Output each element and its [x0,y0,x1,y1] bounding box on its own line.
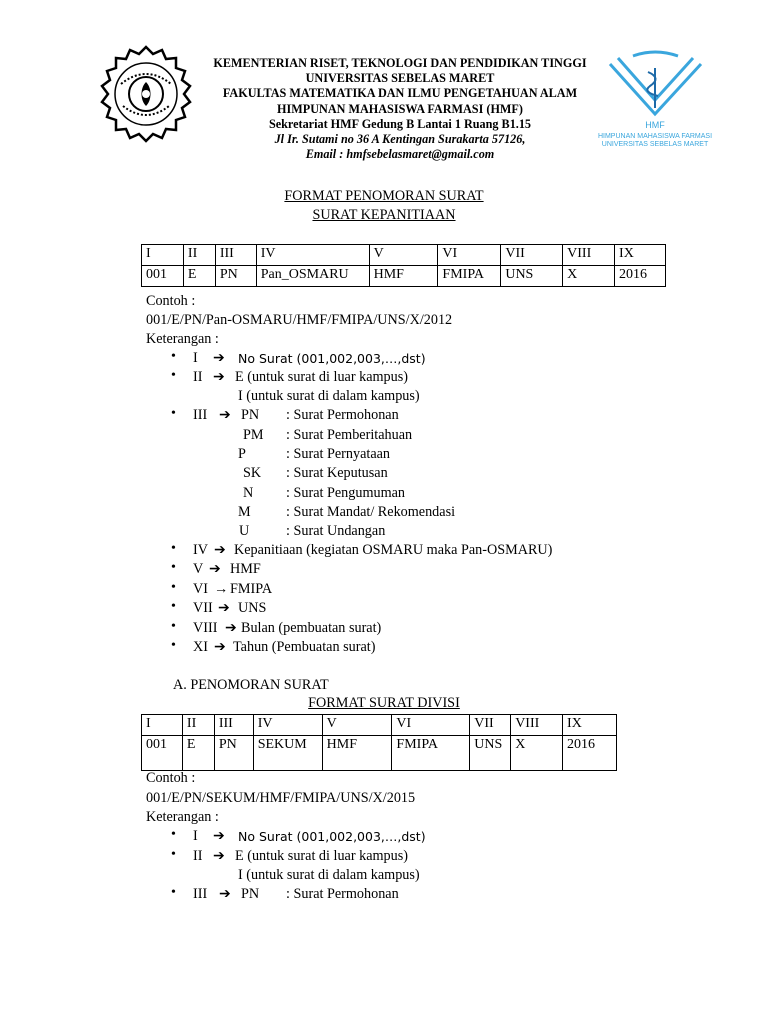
list-item-value: UNS [238,600,267,616]
bullet-icon: • [171,560,176,575]
table-cell: X [511,736,563,771]
arrow-icon: ➔ [219,407,231,423]
hmf-logo-acronym: HMF [645,120,665,130]
table-cell: 2016 [615,266,666,287]
bullet-icon: • [171,827,176,842]
letterhead-line: KEMENTERIAN RISET, TEKNOLOGI DAN PENDIDIKAN TINGGI [213,56,587,70]
arrow-icon: ➔ [225,620,237,636]
table-cell: FMIPA [392,736,470,771]
list-item-value: Tahun (Pembuatan surat) [233,639,376,655]
table-cell: VI [438,245,501,266]
table-row [142,736,617,771]
table-cell: E [182,736,214,771]
table-cell: III [214,715,253,736]
division-format-title: FORMAT SURAT DIVISI [308,695,460,711]
list-item-value: E (untuk surat di luar kampus) [235,369,408,385]
list-item-key: I [193,828,198,844]
format-table-divisi [141,714,617,771]
table-cell: UNS [470,736,511,771]
code-abbrev: N [243,485,254,501]
list-item-key: VII [193,600,213,616]
table-cell: III [215,245,256,266]
code-desc: : Surat Undangan [286,523,386,539]
letterhead-line: Sekretariat HMF Gedung B Lantai 1 Ruang B1.15 [268,116,532,131]
table-header-row [142,245,666,266]
hmf-logo-line2: UNIVERSITAS SEBELAS MARET [601,141,709,148]
table-cell: VIII [563,245,615,266]
bullet-icon: • [171,599,176,614]
table-cell: 2016 [563,736,617,771]
bullet-icon: • [171,580,176,595]
table-cell: IX [615,245,666,266]
bullet-icon: • [171,885,176,900]
table-cell: II [183,245,215,266]
table-cell: PN [215,266,256,287]
code-abbrev: PN [241,886,260,902]
table-cell: I [142,715,183,736]
contoh-value: 001/E/PN/Pan-OSMARU/HMF/FMIPA/UNS/X/2012 [146,312,453,328]
list-item-key: IV [193,542,208,558]
code-desc: : Surat Permohonan [286,407,399,423]
list-item-key: XI [193,639,208,655]
table-cell: X [563,266,615,287]
code-desc: : Surat Pengumuman [286,485,406,501]
bullet-icon: • [171,349,176,364]
keterangan-label: Keterangan : [146,331,219,347]
table-cell: VII [470,715,511,736]
code-desc: : Surat Keputusan [286,465,388,481]
list-item-value: FMIPA [230,581,273,597]
code-abbrev: PN [241,407,260,423]
table-cell: I [142,245,184,266]
table-cell: SEKUM [253,736,322,771]
table-cell: VII [501,245,563,266]
table-row [142,266,666,287]
table-cell: E [183,266,215,287]
list-item-key: V [193,561,204,577]
code-abbrev: M [238,504,251,520]
table-cell: V [369,245,438,266]
arrow-icon: ➔ [213,848,225,864]
letterhead-line: HIMPUNAN MAHASISWA FARMASI (HMF) [277,101,523,116]
letterhead-address: Jl Ir. Sutami no 36 A Kentingan Surakarta 57126, [274,132,526,147]
contoh-label: Contoh : [146,770,196,786]
table-cell: VI [392,715,470,736]
bullet-icon: • [171,541,176,556]
list-item-key: III [193,407,208,423]
list-item-value: Bulan (pembuatan surat) [241,620,382,636]
table-cell: HMF [322,736,392,771]
list-item-key: II [193,848,203,864]
list-item-key: VIII [193,620,218,636]
list-item-subvalue: I (untuk surat di dalam kampus) [238,867,420,883]
table-cell: VIII [511,715,563,736]
contoh-label: Contoh : [146,293,196,309]
format-table-kepanitiaan [141,244,666,287]
letterhead-email: Email : hmfsebelasmaret@gmail.com [305,147,495,162]
hmf-logo-line1: HIMPUNAN MAHASISWA FARMASI [598,133,713,140]
arrow-icon: ➔ [214,639,226,655]
arrow-icon: ➔ [218,600,230,616]
contoh-value: 001/E/PN/SEKUM/HMF/FMIPA/UNS/X/2015 [146,790,416,806]
letterhead-line: FAKULTAS MATEMATIKA DAN ILMU PENGETAHUAN ALAM [222,86,578,101]
table-header-row [142,715,617,736]
list-item-key: II [193,369,203,385]
list-item-value: E (untuk surat di luar kampus) [235,848,408,864]
table-cell: PN [214,736,253,771]
list-item-key: VI [193,581,208,597]
table-cell: Pan_OSMARU [256,266,369,287]
keterangan-label: Keterangan : [146,809,219,825]
table-cell: V [322,715,392,736]
code-desc: : Surat Pernyataan [286,446,391,462]
bullet-icon: • [171,638,176,653]
code-abbrev: PM [243,427,264,443]
arrow-icon: ➔ [219,886,231,902]
list-item-key: III [193,886,208,902]
university-seal-logo [96,44,196,144]
arrow-icon: ➔ [213,828,225,844]
format-subtitle: SURAT KEPANITIAAN [312,207,456,223]
arrow-icon: ➔ [213,350,225,366]
arrow-icon: ➔ [214,542,226,558]
bullet-icon: • [171,406,176,421]
code-desc: : Surat Mandat/ Rekomendasi [286,504,456,520]
table-cell: II [182,715,214,736]
table-cell: 001 [142,266,184,287]
list-item-key: I [193,350,198,366]
letterhead-line: UNIVERSITAS SEBELAS MARET [305,71,495,86]
code-desc: : Surat Permohonan [286,886,399,902]
table-cell: FMIPA [438,266,501,287]
format-title: FORMAT PENOMORAN SURAT [284,188,484,204]
thin-arrow-icon: → [214,581,229,597]
list-item-subvalue: I (untuk surat di dalam kampus) [238,388,420,404]
table-cell: IX [563,715,617,736]
list-item-value: HMF [230,561,261,577]
bullet-icon: • [171,368,176,383]
arrow-icon: ➔ [209,561,221,577]
code-abbrev: SK [243,465,262,481]
table-cell: HMF [369,266,438,287]
arrow-icon: ➔ [213,369,225,385]
code-desc: : Surat Pemberitahuan [286,427,413,443]
table-cell: UNS [501,266,563,287]
bullet-icon: • [171,619,176,634]
table-cell: IV [253,715,322,736]
list-item-value: No Surat (001,002,003,…,dst) [238,351,426,366]
table-cell: IV [256,245,369,266]
code-abbrev: U [239,523,250,539]
list-item-value: No Surat (001,002,003,…,dst) [238,829,426,844]
code-abbrev: P [238,446,246,462]
letterhead [195,56,605,162]
bullet-icon: • [171,847,176,862]
list-item-value: Kepanitiaan (kegiatan OSMARU maka Pan-OSMARU) [234,542,553,558]
hmf-logo [598,50,713,150]
table-cell: 001 [142,736,183,771]
section-heading: A. PENOMORAN SURAT [173,677,329,693]
